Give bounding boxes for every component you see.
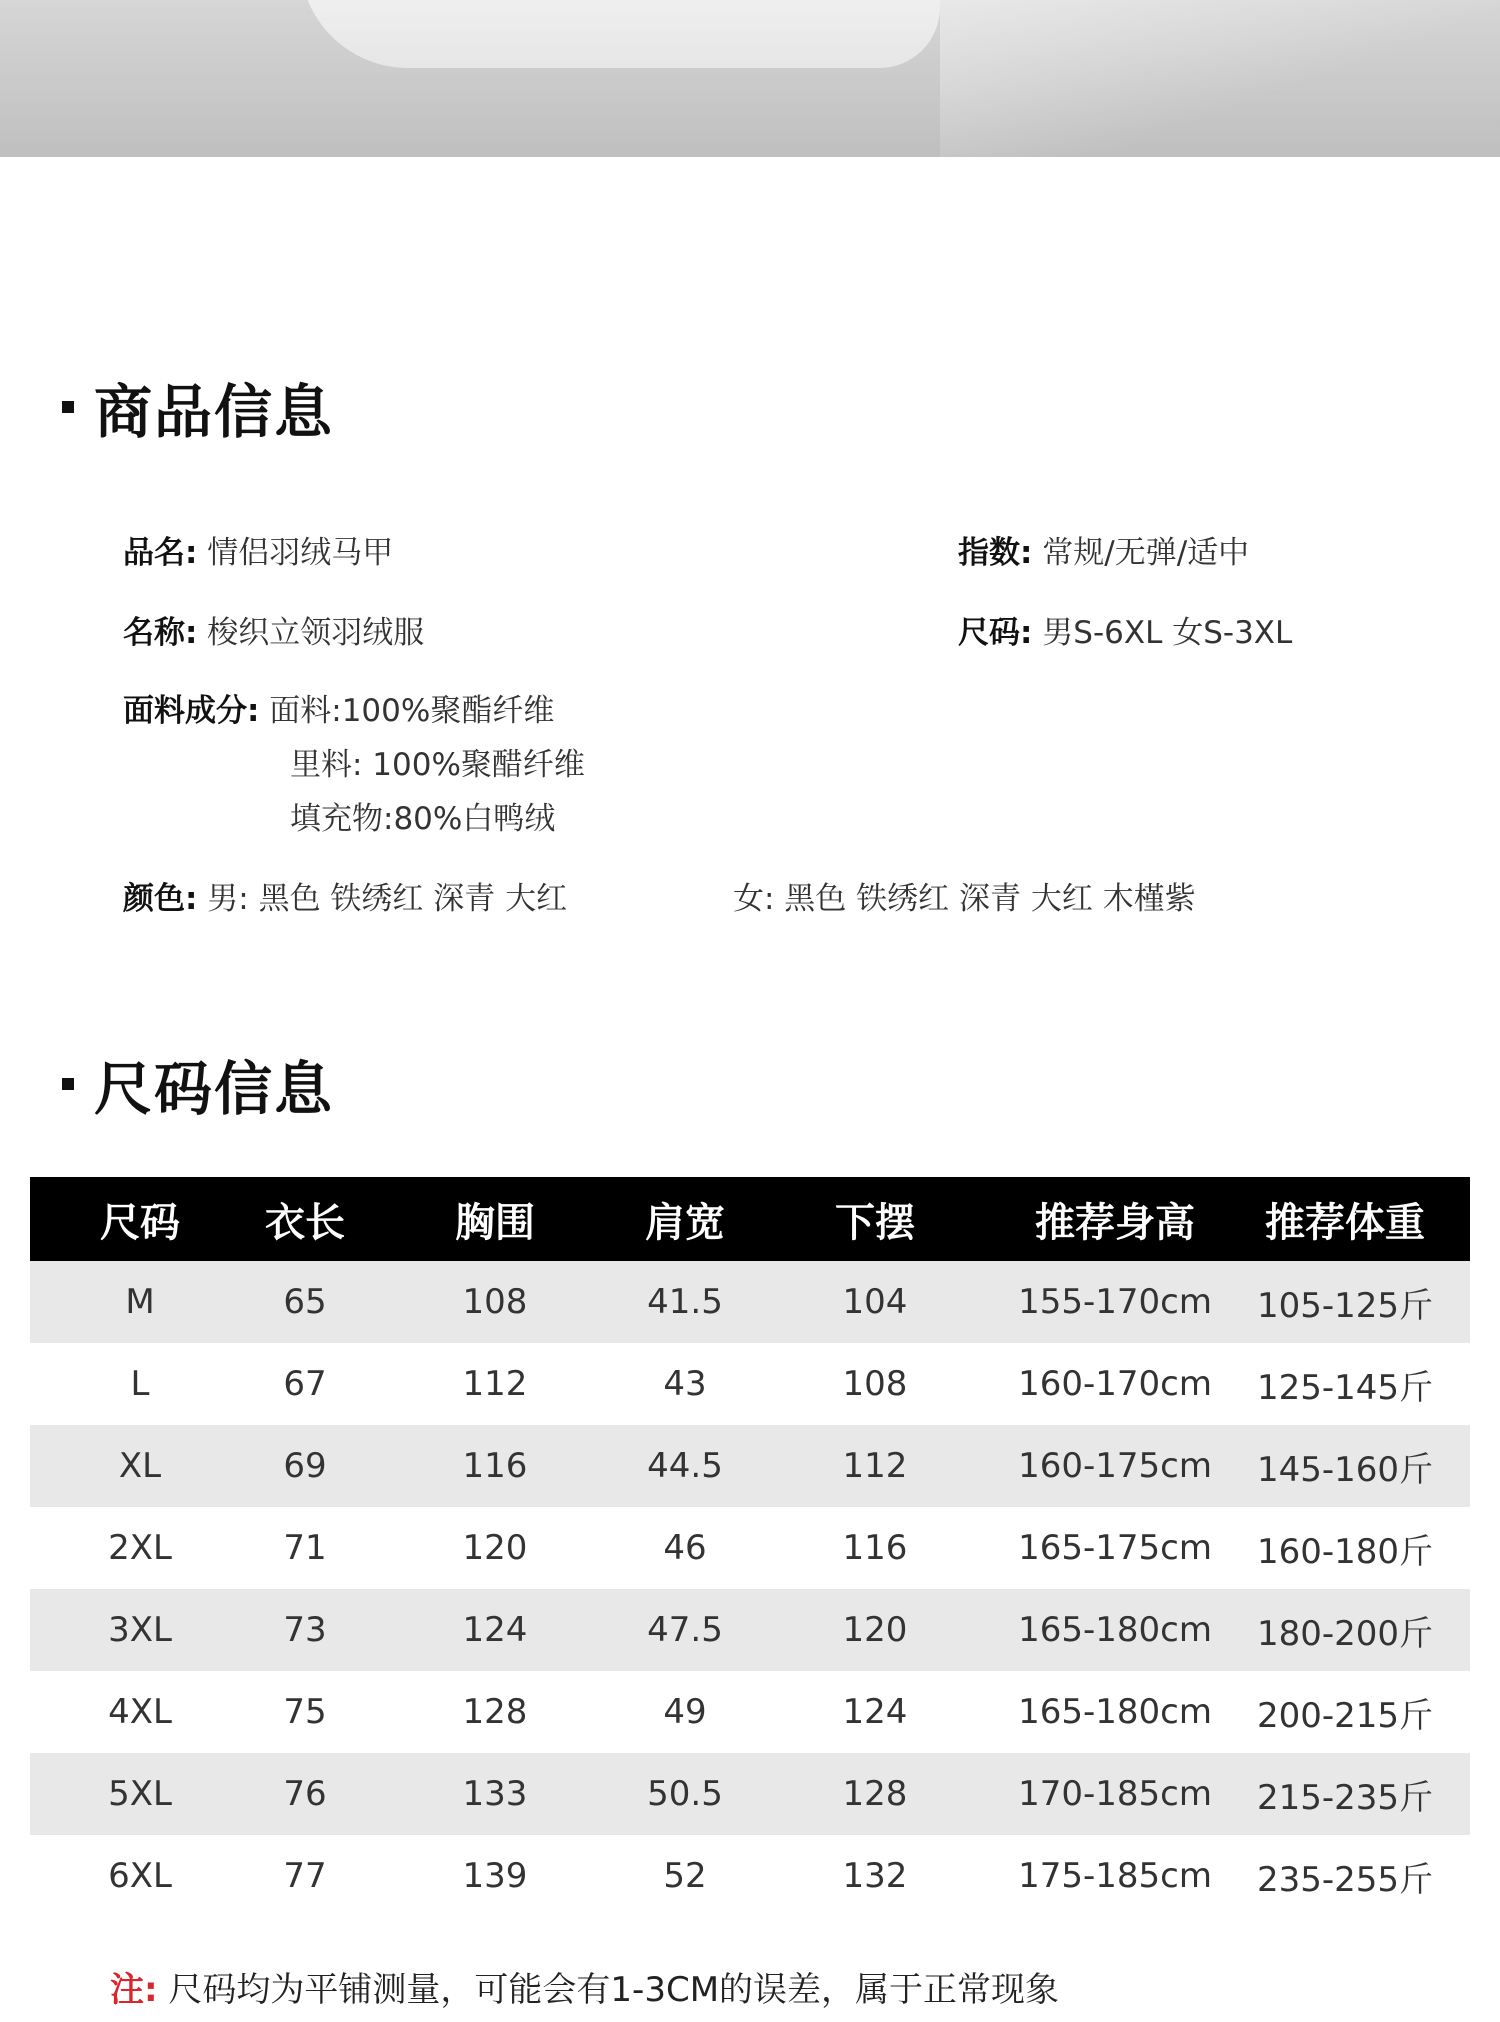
cell-height: 175-185cm — [1010, 1835, 1220, 1917]
table-row — [30, 1343, 1470, 1425]
size-info-heading — [62, 1049, 335, 1123]
cell-height: 165-175cm — [1010, 1507, 1220, 1589]
color-male: 男: 黑色 铁绣红 深青 大红 — [207, 881, 568, 917]
cell-shoulder: 46 — [630, 1507, 740, 1589]
cell-weight: 200-215斤 — [1220, 1671, 1470, 1753]
cell-length: 71 — [250, 1507, 360, 1589]
header-shoulder: 肩宽 — [630, 1177, 740, 1261]
fabric-line-2-row — [290, 745, 585, 785]
heading-bullet-icon — [62, 1078, 74, 1090]
index-value: 常规/无弹/适中 — [1042, 535, 1250, 571]
cell-size: XL — [30, 1425, 250, 1507]
product-info-title: 商品信息 — [94, 378, 335, 446]
cell-hem: 128 — [740, 1753, 1010, 1835]
cell-shoulder: 47.5 — [630, 1589, 740, 1671]
size-info-title: 尺码信息 — [94, 1055, 335, 1123]
product-info-heading — [62, 372, 335, 446]
cell-weight: 235-255斤 — [1220, 1835, 1470, 1917]
cell-weight: 145-160斤 — [1220, 1425, 1470, 1507]
banner-highlight — [300, 0, 940, 68]
header-chest: 胸围 — [360, 1177, 630, 1261]
cell-size: L — [30, 1343, 250, 1425]
fabric-line-3-row — [290, 799, 555, 839]
size-range-label: 尺码: — [958, 615, 1033, 651]
cell-size: M — [30, 1261, 250, 1343]
cell-height: 170-185cm — [1010, 1753, 1220, 1835]
header-weight: 推荐体重 — [1220, 1177, 1470, 1261]
cell-chest: 112 — [360, 1343, 630, 1425]
cell-chest: 116 — [360, 1425, 630, 1507]
cell-hem: 104 — [740, 1261, 1010, 1343]
table-row — [30, 1589, 1470, 1671]
cell-weight: 125-145斤 — [1220, 1343, 1470, 1425]
heading-bullet-icon — [62, 401, 74, 413]
cell-hem: 116 — [740, 1507, 1010, 1589]
fabric-row — [123, 691, 554, 731]
cell-hem: 120 — [740, 1589, 1010, 1671]
cell-size: 4XL — [30, 1671, 250, 1753]
title-value: 梭织立领羽绒服 — [207, 615, 425, 651]
table-row — [30, 1507, 1470, 1589]
size-table — [30, 1177, 1470, 1917]
cell-weight: 180-200斤 — [1220, 1589, 1470, 1671]
fabric-label: 面料成分: — [123, 693, 260, 729]
cell-height: 160-175cm — [1010, 1425, 1220, 1507]
cell-hem: 132 — [740, 1835, 1010, 1917]
cell-hem: 124 — [740, 1671, 1010, 1753]
color-row — [123, 879, 567, 919]
cell-weight: 160-180斤 — [1220, 1507, 1470, 1589]
cell-weight: 215-235斤 — [1220, 1753, 1470, 1835]
color-label: 颜色: — [123, 881, 198, 917]
cell-length: 76 — [250, 1753, 360, 1835]
index-label: 指数: — [958, 535, 1033, 571]
color-female-row — [733, 879, 1196, 919]
cell-chest: 108 — [360, 1261, 630, 1343]
table-row — [30, 1425, 1470, 1507]
note-prefix: 注: — [110, 1970, 158, 2010]
cell-size: 6XL — [30, 1835, 250, 1917]
cell-shoulder: 41.5 — [630, 1261, 740, 1343]
cell-length: 69 — [250, 1425, 360, 1507]
cell-chest: 139 — [360, 1835, 630, 1917]
color-female: 女: 黑色 铁绣红 深青 大红 木槿紫 — [733, 881, 1196, 917]
cell-hem: 112 — [740, 1425, 1010, 1507]
cell-length: 77 — [250, 1835, 360, 1917]
product-name-value: 情侣羽绒马甲 — [207, 535, 394, 571]
cell-shoulder: 49 — [630, 1671, 740, 1753]
fabric-line-1: 面料:100%聚酯纤维 — [269, 693, 555, 729]
cell-chest: 133 — [360, 1753, 630, 1835]
cell-weight: 105-125斤 — [1220, 1261, 1470, 1343]
cell-height: 155-170cm — [1010, 1261, 1220, 1343]
top-banner-image — [0, 0, 1500, 157]
cell-height: 165-180cm — [1010, 1671, 1220, 1753]
size-range-value: 男S-6XL 女S-3XL — [1042, 615, 1293, 651]
note-text: 尺码均为平铺测量，可能会有1-3CM的误差，属于正常现象 — [168, 1970, 1060, 2010]
banner-sheen — [940, 0, 1500, 157]
cell-length: 67 — [250, 1343, 360, 1425]
cell-size: 2XL — [30, 1507, 250, 1589]
title-label: 名称: — [123, 615, 198, 651]
header-height: 推荐身高 — [1010, 1177, 1220, 1261]
fabric-line-2: 里料: 100%聚醋纤维 — [290, 747, 585, 783]
cell-shoulder: 52 — [630, 1835, 740, 1917]
cell-shoulder: 50.5 — [630, 1753, 740, 1835]
fabric-line-3: 填充物:80%白鸭绒 — [290, 801, 556, 837]
cell-height: 160-170cm — [1010, 1343, 1220, 1425]
cell-chest: 124 — [360, 1589, 630, 1671]
cell-size: 3XL — [30, 1589, 250, 1671]
table-row — [30, 1753, 1470, 1835]
cell-chest: 128 — [360, 1671, 630, 1753]
cell-hem: 108 — [740, 1343, 1010, 1425]
cell-height: 165-180cm — [1010, 1589, 1220, 1671]
cell-length: 73 — [250, 1589, 360, 1671]
measurement-note — [110, 1962, 1059, 2011]
table-row — [30, 1671, 1470, 1753]
cell-chest: 120 — [360, 1507, 630, 1589]
table-row — [30, 1261, 1470, 1343]
size-range-row — [958, 613, 1292, 653]
table-row — [30, 1835, 1470, 1917]
product-name-label: 品名: — [123, 535, 198, 571]
size-table-header — [30, 1177, 1470, 1261]
cell-shoulder: 44.5 — [630, 1425, 740, 1507]
index-row — [958, 533, 1249, 573]
header-length: 衣长 — [250, 1177, 360, 1261]
cell-length: 65 — [250, 1261, 360, 1343]
header-size: 尺码 — [30, 1177, 250, 1261]
cell-length: 75 — [250, 1671, 360, 1753]
header-hem: 下摆 — [740, 1177, 1010, 1261]
title-row — [123, 613, 424, 653]
cell-size: 5XL — [30, 1753, 250, 1835]
cell-shoulder: 43 — [630, 1343, 740, 1425]
product-name-row — [123, 533, 393, 573]
